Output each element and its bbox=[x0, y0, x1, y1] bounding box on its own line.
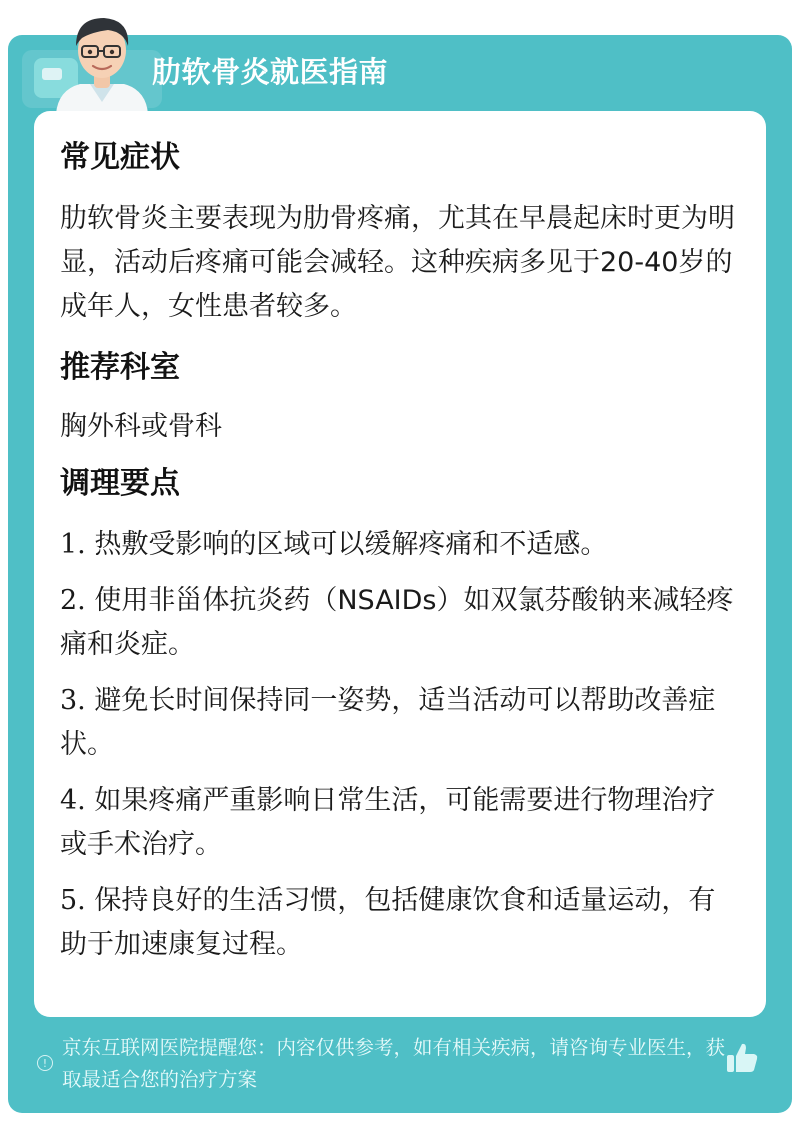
list-item bbox=[60, 879, 740, 967]
info-icon: ! bbox=[37, 1055, 53, 1071]
list-item bbox=[60, 579, 740, 667]
list-item-text: 保持良好的生活习惯，包括健康饮食和适量运动，有助于加速康复过程。 bbox=[60, 885, 716, 960]
care-title: 调理要点 bbox=[60, 466, 180, 501]
care-list bbox=[60, 523, 740, 967]
list-item bbox=[60, 679, 740, 767]
list-item bbox=[60, 779, 740, 867]
department-text: 胸外科或骨科 bbox=[60, 411, 222, 442]
list-item-text: 热敷受影响的区域可以缓解疼痛和不适感。 bbox=[94, 529, 608, 560]
list-item bbox=[60, 523, 740, 567]
content-card bbox=[34, 111, 766, 1017]
footer-notice: 京东互联网医院提醒您：内容仅供参考，如有相关疾病，请咨询专业医生，获取最适合您的治疗方案 bbox=[62, 1036, 726, 1091]
list-item-number: 5. bbox=[60, 885, 86, 916]
list-item-text: 使用非甾体抗炎药（NSAIDs）如双氯芬酸钠来减轻疼痛和炎症。 bbox=[60, 585, 734, 660]
department-title: 推荐科室 bbox=[60, 350, 180, 385]
page-title: 肋软骨炎就医指南 bbox=[152, 55, 389, 89]
list-item-number: 4. bbox=[60, 785, 86, 816]
list-item-number: 2. bbox=[60, 585, 86, 616]
list-item-text: 避免长时间保持同一姿势，适当活动可以帮助改善症状。 bbox=[60, 685, 716, 760]
doctor-avatar-icon bbox=[46, 6, 158, 114]
symptoms-text: 肋软骨炎主要表现为肋骨疼痛，尤其在早晨起床时更为明显，活动后疼痛可能会减轻。这种疾病多见于20-40岁的成年人，女性患者较多。 bbox=[60, 203, 735, 322]
symptoms-title: 常见症状 bbox=[60, 140, 180, 175]
list-item-text: 如果疼痛严重影响日常生活，可能需要进行物理治疗或手术治疗。 bbox=[60, 785, 716, 860]
thumbs-up-icon[interactable] bbox=[724, 1040, 760, 1076]
list-item-number: 3. bbox=[60, 685, 86, 716]
list-item-number: 1. bbox=[60, 529, 86, 560]
